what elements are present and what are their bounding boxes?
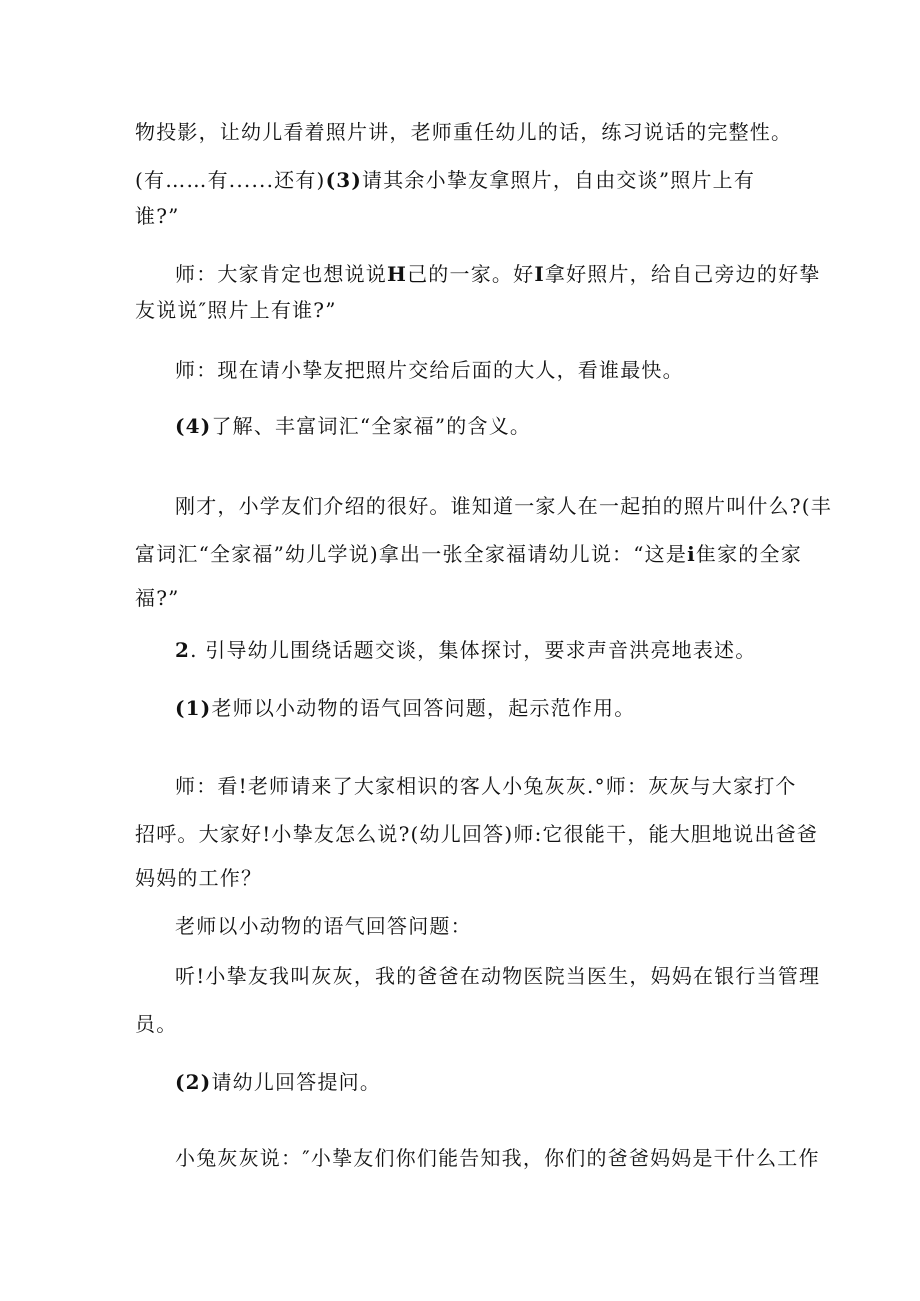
text-line — [135, 690, 795, 726]
text-line: 师：看!老师请来了大家相识的客人小兔灰灰.°师：灰灰与大家打个 — [175, 774, 797, 798]
text-line: 小兔灰灰说：″小挚友们你们能告知我，你们的爸爸妈妈是干什么工作 — [175, 1146, 820, 1170]
text-line — [135, 408, 795, 444]
text-run: 师：大家肯定也想说说 — [175, 262, 387, 286]
bold-run: (1) — [175, 696, 212, 720]
paragraph-7 — [135, 632, 795, 668]
text-run: 己的一家。好 — [407, 262, 535, 286]
paragraph-4 — [135, 352, 795, 388]
paragraph-13 — [135, 1140, 820, 1176]
bold-run: (3) — [325, 168, 363, 192]
paragraph-11 — [135, 958, 821, 1042]
text-line: 听!小挚友我叫灰灰，我的爸爸在动物医院当医生，妈妈在银行当管理 — [175, 964, 821, 988]
text-line — [135, 632, 795, 668]
text-line: 友说说″照片上有谁?” — [135, 298, 337, 322]
bold-run: (4) — [175, 414, 212, 438]
bold-run: H — [387, 262, 408, 286]
text-run: 老师以小动物的语气回答问题，起示范作用。 — [211, 696, 636, 720]
text-line: 物投影，让幼儿看着照片讲，老师重任幼儿的话，练习说话的完整性。 — [135, 120, 793, 144]
text-line: 刚才，小学友们介绍的很好。谁知道一家人在一起拍的照片叫什么?(丰 — [175, 494, 832, 518]
bold-run: I — [534, 262, 545, 286]
bold-run: (2) — [175, 1070, 212, 1094]
text-run: 了解、丰富词汇“全家福”的含义。 — [211, 414, 532, 438]
bold-run: i — [687, 542, 696, 566]
bold-run: 2 — [175, 638, 191, 662]
text-run: . 引导幼儿围绕话题交谈，集体探讨，要求声音洪亮地表述。 — [190, 638, 757, 662]
text-run: 富词汇“全家福”幼儿学说)拿出一张全家福请幼儿说：“这是 — [135, 542, 688, 566]
text-line: 员。 — [135, 1012, 178, 1036]
text-line — [135, 162, 795, 198]
text-line: 谁?” — [135, 204, 180, 228]
paragraph-6 — [135, 488, 832, 616]
paragraph-10 — [135, 908, 795, 944]
text-line — [135, 256, 821, 292]
text-line: 妈妈的工作？ — [135, 866, 263, 890]
paragraph-9 — [135, 768, 819, 896]
text-line — [135, 536, 802, 572]
paragraph-2 — [135, 162, 795, 234]
text-run: 请幼儿回答提问。 — [211, 1070, 382, 1094]
text-line: 福?” — [135, 586, 180, 610]
text-run: 请其余小挚友拿照片，自由交谈”照片上有 — [362, 168, 756, 192]
text-run: 隹家的全家 — [695, 542, 802, 566]
paragraph-12 — [135, 1064, 795, 1100]
text-line: 老师以小动物的语气回答问题： — [175, 914, 472, 938]
paragraph-1 — [135, 114, 795, 150]
paragraph-5 — [135, 408, 795, 444]
text-run: (有……有......还有) — [135, 168, 326, 192]
paragraph-8 — [135, 690, 795, 726]
text-line — [135, 1064, 795, 1100]
text-run: 拿好照片，给自己旁边的好挚 — [544, 262, 821, 286]
paragraph-3 — [135, 256, 821, 328]
text-line: 招呼。大家好!小挚友怎么说?(幼儿回答)师:它很能干，能大胆地说出爸爸 — [135, 822, 819, 846]
text-line: 师：现在请小挚友把照片交给后面的大人，看谁最快。 — [175, 358, 684, 382]
